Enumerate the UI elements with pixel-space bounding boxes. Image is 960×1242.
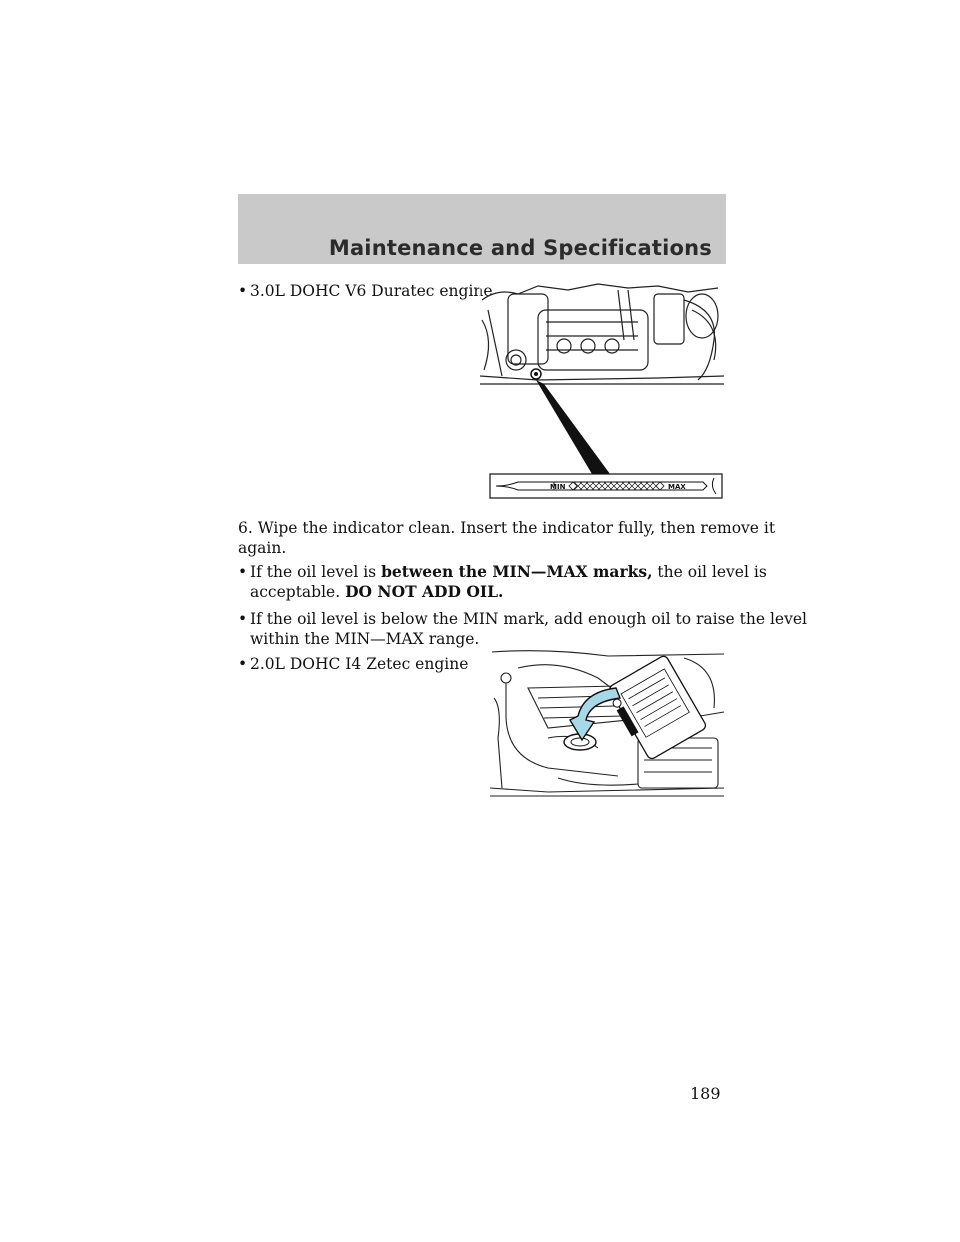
v6-engine-label: 3.0L DOHC V6 Duratec engine	[250, 282, 493, 300]
section-title: Maintenance and Specifications	[328, 236, 712, 260]
section-header-band	[238, 194, 726, 264]
i4-engine-label: 2.0L DOHC I4 Zetec engine	[250, 655, 469, 673]
dipstick-max-label: MAX	[668, 483, 686, 491]
bullet-marker: •	[238, 610, 248, 628]
dipstick-min-label: MIN	[550, 483, 566, 491]
oil-level-low-line2: within the MIN—MAX range.	[250, 630, 480, 648]
v6-engine-illustration	[478, 280, 726, 502]
oil-ok-line2-prefix: acceptable.	[250, 583, 346, 601]
oil-ok-suffix: the oil level is	[652, 563, 767, 581]
bullet-marker: •	[238, 655, 248, 673]
step-6-text: 6. Wipe the indicator clean. Insert the indicator fully, then remove it	[238, 519, 776, 537]
oil-level-ok-line2	[250, 582, 503, 602]
i4-engine-oil-fill-illustration	[488, 648, 726, 800]
oil-ok-prefix: If the oil level is	[250, 563, 382, 581]
oil-ok-bold: between the MIN—MAX marks,	[381, 562, 653, 581]
bullet-marker: •	[238, 282, 248, 300]
bullet-marker: •	[238, 563, 248, 581]
page-number: 189	[690, 1084, 721, 1103]
oil-level-ok-line1	[250, 562, 767, 582]
step-6-text-continued: again.	[238, 539, 287, 557]
do-not-add-oil-warning: DO NOT ADD OIL.	[345, 582, 504, 601]
oil-level-low-line1: If the oil level is below the MIN mark, add enough oil to raise the level	[250, 610, 807, 628]
